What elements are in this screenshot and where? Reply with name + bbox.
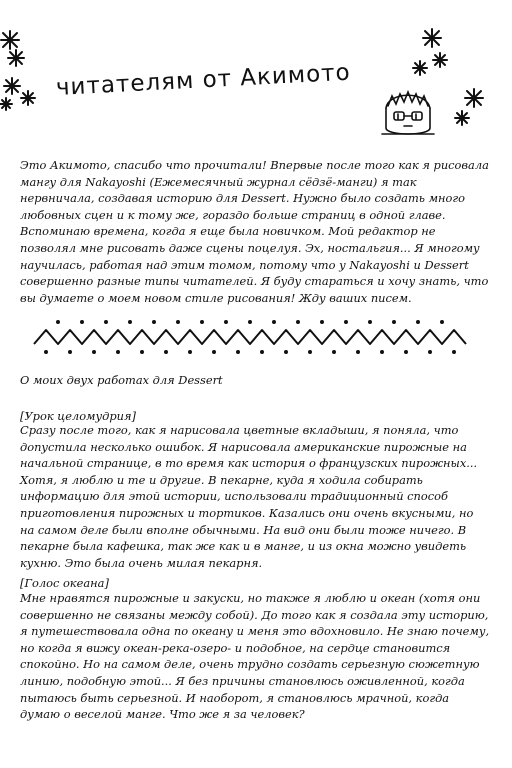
work-title: [Голос океана] [20, 576, 109, 590]
intro-paragraph: Это Акимото, спасибо что прочитали! Впервые после того как я рисовала мангу для Nakayoshi (Ежемесячный журнал сёдзё-манги) я так нервничала, создавая историю для Dessert. Нужно было создать много любовных сцен и к тому же, гораздо больше страниц в одной главе. Вспоминаю времена, когда я еще была новичком. Мой редактор не позволял мне рисовать даже сцены поцелуя. Эх, ностальгия... Я многому научилась, работая над этим томом, потому что у Nakayoshi и Dessert совершенно разные типы читателей. Я буду стараться и хочу знать, что вы думаете о моем новом стиле рисования! Жду ваших писем. [20, 158, 489, 305]
author-doodle-icon [378, 86, 438, 140]
work-title: [Урок целомудрия] [20, 409, 136, 423]
page-title: читателям от Акимото [55, 59, 352, 102]
section-heading: О моих двух работах для Dessert [20, 373, 223, 387]
work-description: Мне нравятся пирожные и закуски, но также я люблю и океан (хотя они совершенно не связаны между собой). До того как я создала эту историю, я путешествовала одна по океану и меня это вдохновило. Не знаю почему, но когда я вижу океан-река-озеро- и подобное, на сердце становится спокойно. Но на самом деле, очень трудно создать серьезную сюжетную линию, подобную этой... Я без причины становлюсь оживленной, когда пытаюсь быть серьезной. И наоборот, я становлюсь мрачной, когда думаю о веселой манге. Что же я за человек? [20, 591, 490, 722]
work-description: Сразу после того, как я нарисовала цветные вкладыши, я поняла, что допустила несколько ошибок. Я нарисовала американские пирожные на начальной странице, в то время как история о французских пирожных... Хотя, я люблю и те и другие. В пекарне, куда я ходила собирать информацию для этой истории, использовали традиционный способ приготовления пирожных и тортиков. Казались они очень вкусными, но на самом деле были вполне обычными. На вид они были тоже ничего. В пекарне была кафешка, так же как и в манге, и из окна можно увидеть кухню. Это была очень милая пекарня. [20, 423, 478, 570]
zigzag-divider-icon [30, 318, 470, 360]
